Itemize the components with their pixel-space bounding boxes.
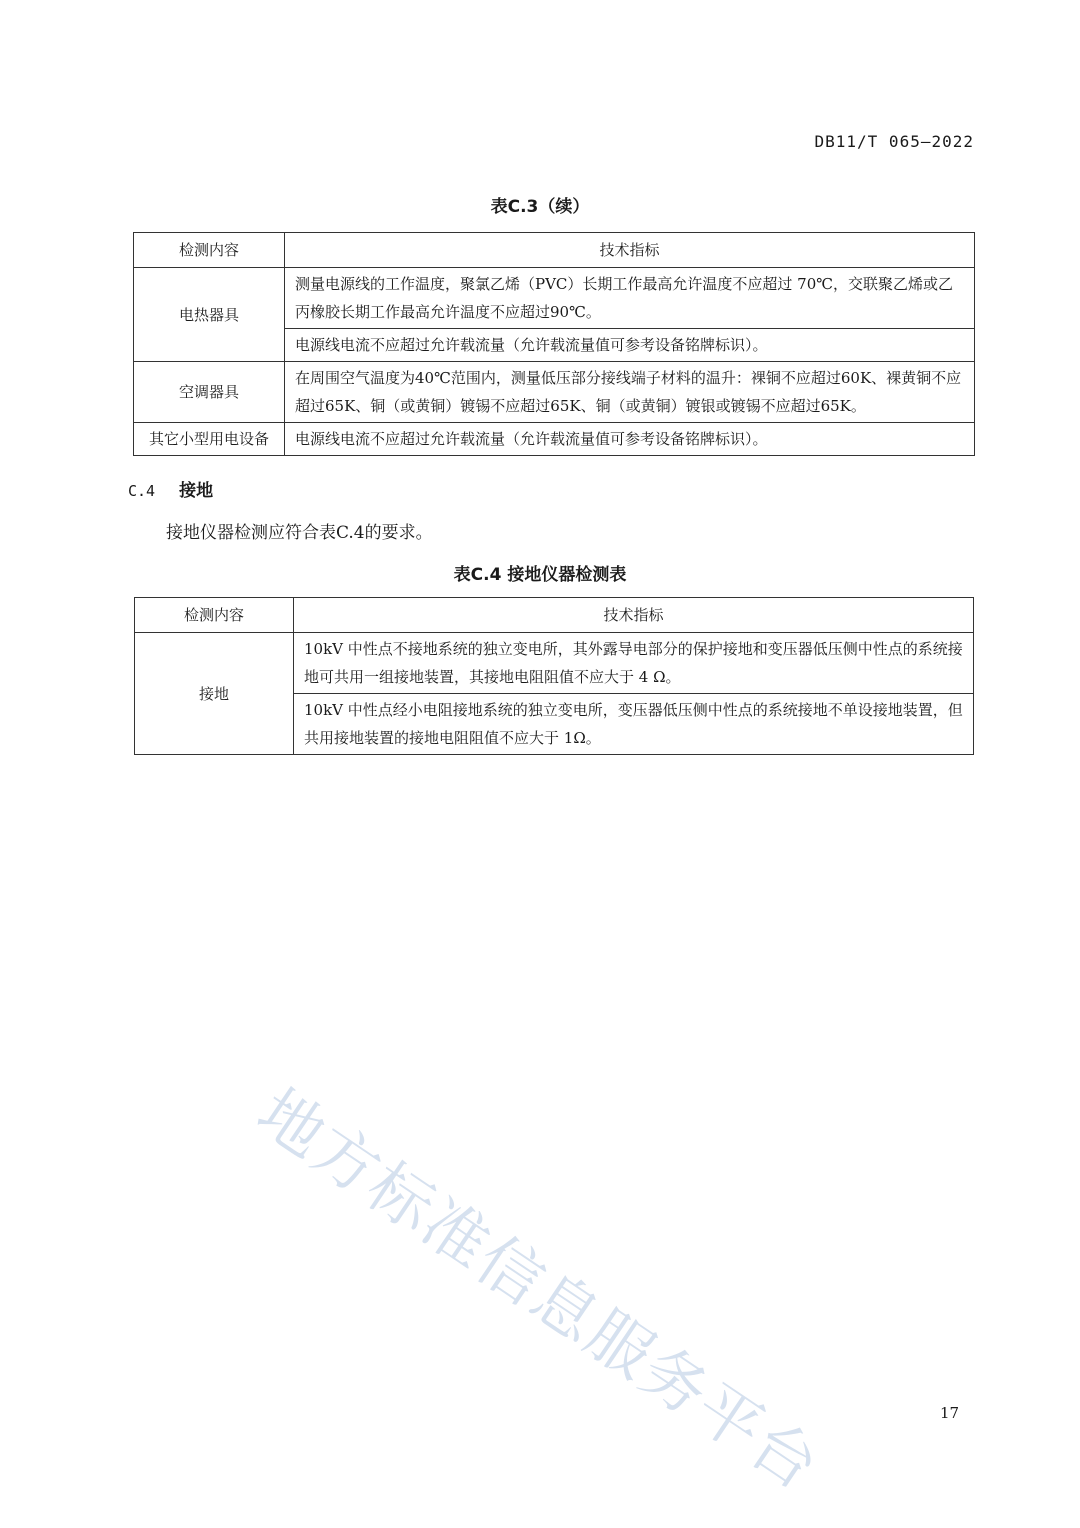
- table-c4-caption: 表C.4 接地仪器检测表: [453, 565, 627, 585]
- table-c4: [134, 597, 974, 755]
- table-header-cell: 检测内容: [135, 598, 294, 633]
- row-label: 接地: [135, 633, 294, 755]
- row-text: 在周围空气温度为40℃范围内，测量低压部分接线端子材料的温升：裸铜不应超过60K、裸黄铜不应超过65K、铜（或黄铜）镀锡不应超过65K、铜（或黄铜）镀银或镀锡不应超过65K。: [285, 362, 975, 423]
- table-header-cell: 技术指标: [294, 598, 974, 633]
- table-c3: [133, 232, 975, 456]
- section-title: 接地: [179, 481, 214, 501]
- table-header-cell: 检测内容: [134, 233, 285, 268]
- table-c3-caption: 表C.3（续）: [490, 197, 590, 217]
- section-heading: [128, 476, 213, 501]
- table-row: [134, 268, 975, 329]
- row-label: 空调器具: [134, 362, 285, 423]
- body-paragraph: 接地仪器检测应符合表C.4的要求。: [166, 523, 433, 543]
- row-label: 电热器具: [134, 268, 285, 362]
- row-text: 电源线电流不应超过允许载流量（允许载流量值可参考设备铭牌标识）。: [285, 423, 975, 456]
- table-header-cell: 技术指标: [285, 233, 975, 268]
- page-number: 17: [940, 1404, 960, 1422]
- table-row: [134, 362, 975, 423]
- row-text: 10kV 中性点经小电阻接地系统的独立变电所，变压器低压侧中性点的系统接地不单设接地装置，但共用接地装置的接地电阻阻值不应大于 1Ω。: [294, 694, 974, 755]
- table-row: [135, 633, 974, 694]
- table-row: [134, 423, 975, 456]
- document-code: DB11/T 065—2022: [814, 132, 974, 151]
- row-text: 10kV 中性点不接地系统的独立变电所，其外露导电部分的保护接地和变压器低压侧中性点的系统接地可共用一组接地装置，其接地电阻阻值不应大于 4 Ω。: [294, 633, 974, 694]
- row-text: 测量电源线的工作温度，聚氯乙烯（PVC）长期工作最高允许温度不应超过 70℃，交联聚乙烯或乙丙橡胶长期工作最高允许温度不应超过90℃。: [285, 268, 975, 329]
- row-label: 其它小型用电设备: [134, 423, 285, 456]
- row-text: 电源线电流不应超过允许载流量（允许载流量值可参考设备铭牌标识）。: [285, 329, 975, 362]
- section-number: C.4: [128, 482, 156, 500]
- watermark: 地方标准信息服务平台: [243, 1075, 833, 1506]
